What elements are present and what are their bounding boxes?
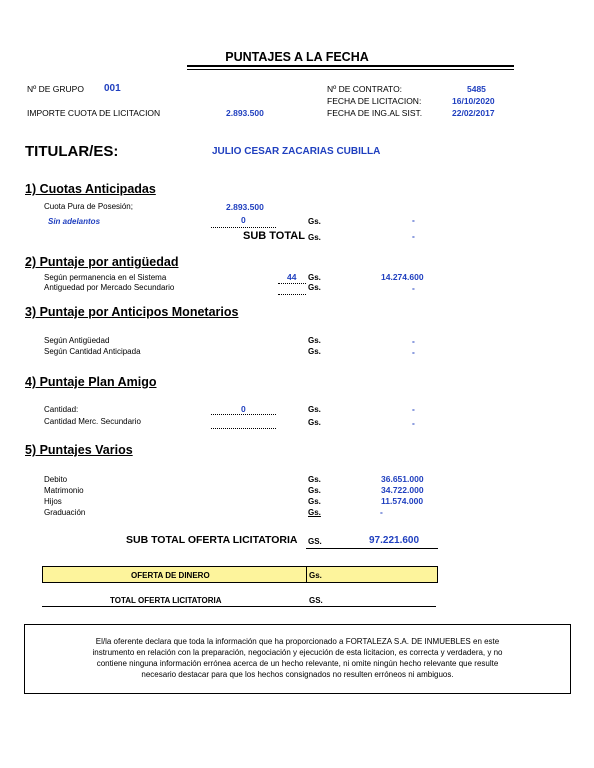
importe-value: 2.893.500 (226, 108, 264, 118)
oferta-dinero-gs: Gs. (309, 571, 322, 580)
fecha-ingreso-label: FECHA DE ING.AL SIST. (327, 108, 423, 118)
cuota-pura-value: 2.893.500 (226, 202, 264, 212)
cantidad-gs: Gs. (308, 405, 321, 414)
debito-label: Debito (44, 475, 68, 484)
graduacion-gs: Gs. (308, 508, 321, 517)
title-rule-top (187, 65, 514, 67)
subtotal-1-label: SUB TOTAL (243, 230, 305, 242)
oferta-dinero-label: OFERTA DE DINERO (131, 571, 210, 580)
section-2-title: 2) Puntaje por antigüedad (25, 255, 179, 269)
permanencia-qty: 44 (287, 272, 297, 282)
titular-name: JULIO CESAR ZACARIAS CUBILLA (212, 146, 381, 157)
cantidad-merc-dotted-line (211, 428, 276, 429)
grupo-label: Nº DE GRUPO (27, 84, 84, 94)
importe-label: IMPORTE CUOTA DE LICITACION (27, 108, 161, 118)
cantidad-merc-value: - (412, 418, 415, 428)
disclaimer-line-1: El/la oferente declara que toda la información que ha proporcionado a FORTALEZA S.A. DE INMUEBLES en este (95, 637, 500, 646)
hijos-value: 11.574.000 (381, 496, 424, 506)
disclaimer-line-2: instrumento en relación con la preparación, negociación y ejecución de esta licitacion, es correcta y verdadera, y no (92, 648, 503, 657)
section-5-title: 5) Puntajes Varios (25, 443, 133, 457)
subtotal-1-value: - (412, 231, 415, 241)
permanencia-dotted-line (278, 283, 306, 284)
disclaimer-line-4: necesario destacar para que los hechos consignados no resulten erróneos ni ambiguos. (141, 670, 454, 679)
matrimonio-gs: Gs. (308, 486, 321, 495)
sin-adelantos-qty: 0 (241, 215, 246, 225)
cantidad-anticipada-gs: Gs. (308, 347, 321, 356)
subtotal-oferta-label: SUB TOTAL OFERTA LICITATORIA (126, 534, 298, 546)
subtotal-1-gs: Gs. (308, 233, 321, 242)
cantidad-merc-gs: Gs. (308, 418, 321, 427)
contrato-value: 5485 (467, 84, 486, 94)
permanencia-label: Según permanencia en el Sistema (44, 273, 167, 282)
permanencia-gs: Gs. (308, 273, 321, 282)
permanencia-value: 14.274.600 (381, 272, 424, 282)
mercado-secundario-label: Antiguedad por Mercado Secundario (44, 283, 175, 292)
segun-antiguedad-label: Según Antigüedad (44, 336, 110, 345)
total-oferta-label: TOTAL OFERTA LICITATORIA (110, 596, 222, 605)
cantidad-value: - (412, 404, 415, 414)
cuota-pura-label: Cuota Pura de Posesión; (44, 202, 133, 211)
total-oferta-rule (42, 606, 436, 607)
matrimonio-label: Matrimonio (44, 486, 84, 495)
subtotal-oferta-value: 97.221.600 (369, 535, 420, 546)
section-3-title: 3) Puntaje por Anticipos Monetarios (25, 305, 239, 319)
grupo-value: 001 (104, 83, 121, 94)
mercado-secundario-gs: Gs. (308, 283, 321, 292)
oferta-dinero-divider (306, 567, 307, 582)
sin-adelantos-dotted-line (211, 227, 276, 228)
title-rule-bottom (187, 69, 514, 70)
cantidad-qty: 0 (241, 404, 246, 414)
mercado-secundario-value: - (412, 283, 415, 293)
debito-gs: Gs. (308, 475, 321, 484)
fecha-licitacion-label: FECHA DE LICITACION: (327, 96, 422, 106)
cantidad-anticipada-value: - (412, 347, 415, 357)
page-title: PUNTAJES A LA FECHA (225, 50, 369, 64)
hijos-label: Hijos (44, 497, 62, 506)
graduacion-label: Graduación (44, 508, 86, 517)
total-oferta-gs: GS. (309, 596, 323, 605)
cantidad-merc-label: Cantidad Merc. Secundario (44, 417, 141, 426)
sin-adelantos-gs: Gs. (308, 217, 321, 226)
graduacion-value: - (380, 507, 383, 517)
fecha-licitacion-value: 16/10/2020 (452, 96, 495, 106)
contrato-label: Nº DE CONTRATO: (327, 84, 403, 94)
section-4-title: 4) Puntaje Plan Amigo (25, 375, 157, 389)
segun-antiguedad-gs: Gs. (308, 336, 321, 345)
cantidad-label: Cantidad: (44, 405, 79, 414)
debito-value: 36.651.000 (381, 474, 424, 484)
fecha-ingreso-value: 22/02/2017 (452, 108, 495, 118)
subtotal-oferta-gs: GS. (308, 537, 322, 546)
sin-adelantos-label: Sin adelantos (48, 217, 101, 226)
titular-label: TITULAR/ES: (25, 143, 119, 160)
subtotal-oferta-rule (306, 548, 438, 549)
disclaimer-line-3: contiene ninguna información errónea acerca de un hecho relevante, ni omite ningún hecho relevante que resulte (96, 659, 499, 668)
cantidad-anticipada-label: Según Cantidad Anticipada (44, 347, 141, 356)
cantidad-dotted-line (211, 414, 276, 415)
mercado-secundario-dotted-line (278, 294, 306, 295)
segun-antiguedad-value: - (412, 336, 415, 346)
matrimonio-value: 34.722.000 (381, 485, 424, 495)
section-1-title: 1) Cuotas Anticipadas (25, 182, 156, 196)
oferta-dinero-box (42, 566, 438, 583)
sin-adelantos-value: - (412, 215, 415, 225)
hijos-gs: Gs. (308, 497, 321, 506)
